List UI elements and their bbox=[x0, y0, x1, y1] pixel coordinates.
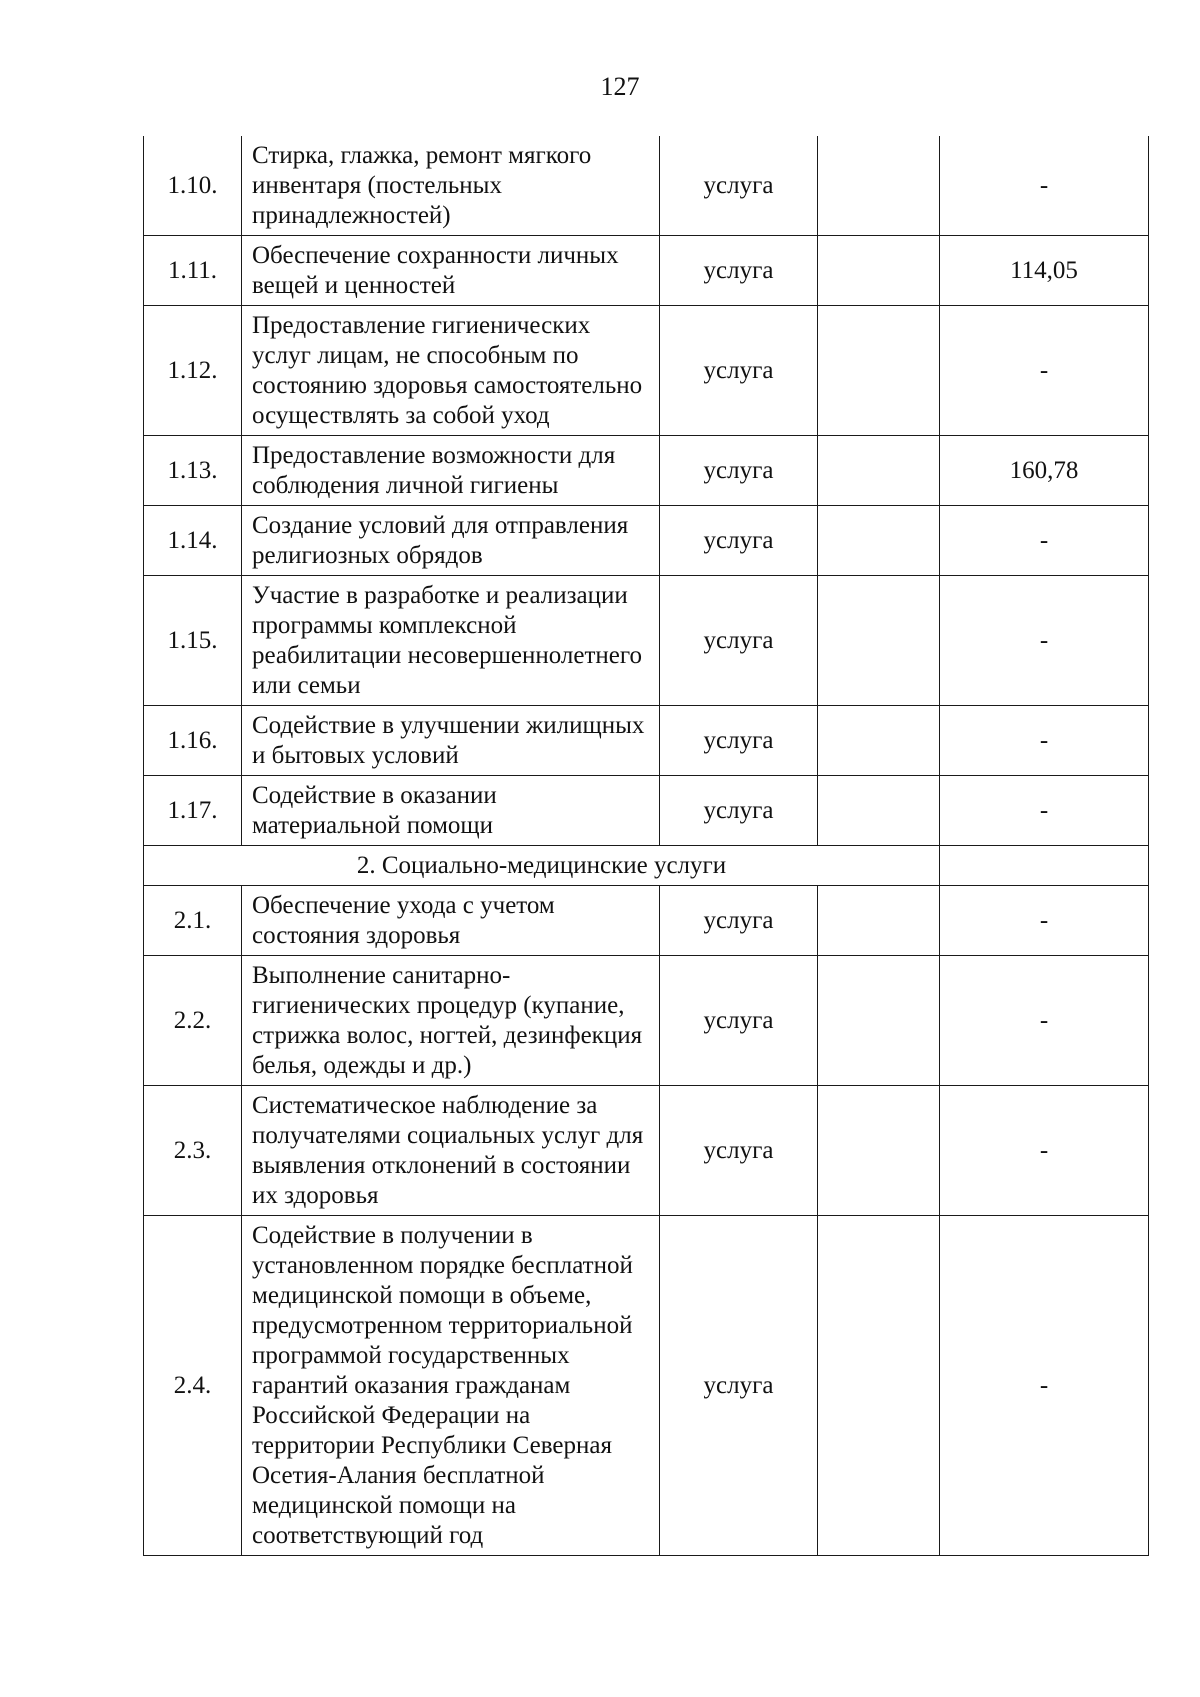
services-table-body bbox=[144, 136, 1149, 1556]
row-number: 1.13. bbox=[144, 436, 242, 506]
service-name: Создание условий для отправления религиозных обрядов bbox=[242, 506, 660, 576]
row-number: 1.12. bbox=[144, 306, 242, 436]
empty-cell bbox=[818, 436, 940, 506]
section-row bbox=[144, 846, 1149, 886]
unit-cell: услуга bbox=[660, 1086, 818, 1216]
row-number: 1.17. bbox=[144, 776, 242, 846]
row-number: 1.15. bbox=[144, 576, 242, 706]
table-row bbox=[144, 706, 1149, 776]
unit-cell: услуга bbox=[660, 776, 818, 846]
unit-cell: услуга bbox=[660, 306, 818, 436]
unit-cell: услуга bbox=[660, 506, 818, 576]
price-cell: - bbox=[940, 1216, 1149, 1556]
row-number: 2.1. bbox=[144, 886, 242, 956]
empty-cell bbox=[818, 776, 940, 846]
empty-cell bbox=[818, 706, 940, 776]
price-cell: - bbox=[940, 136, 1149, 236]
empty-cell bbox=[818, 576, 940, 706]
service-name: Выполнение санитарно-гигиенических процедур (купание, стрижка волос, ногтей, дезинфекция белья, одежды и др.) bbox=[242, 956, 660, 1086]
table-row bbox=[144, 576, 1149, 706]
price-cell: - bbox=[940, 956, 1149, 1086]
unit-cell: услуга bbox=[660, 886, 818, 956]
service-name: Содействие в получении в установленном порядке бесплатной медицинской помощи в объеме, предусмотренном территориальной программой государственных гарантий оказания гражданам Российской Федерации на территории Республики Северная Осетия-Алания бесплатной медицинской помощи на соответствующий год bbox=[242, 1216, 660, 1556]
empty-cell bbox=[940, 846, 1149, 886]
service-name: Обеспечение сохранности личных вещей и ценностей bbox=[242, 236, 660, 306]
table-row bbox=[144, 1216, 1149, 1556]
unit-cell: услуга bbox=[660, 436, 818, 506]
price-cell: 114,05 bbox=[940, 236, 1149, 306]
table-row bbox=[144, 306, 1149, 436]
table-row bbox=[144, 956, 1149, 1086]
row-number: 1.11. bbox=[144, 236, 242, 306]
unit-cell: услуга bbox=[660, 956, 818, 1086]
service-name: Участие в разработке и реализации программы комплексной реабилитации несовершеннолетнего или семьи bbox=[242, 576, 660, 706]
table-row bbox=[144, 506, 1149, 576]
empty-cell bbox=[818, 136, 940, 236]
price-cell: 160,78 bbox=[940, 436, 1149, 506]
section-title: 2. Социально-медицинские услуги bbox=[144, 846, 940, 886]
page-number: 127 bbox=[600, 72, 640, 101]
price-cell: - bbox=[940, 576, 1149, 706]
service-name: Содействие в оказании материальной помощи bbox=[242, 776, 660, 846]
row-number: 1.16. bbox=[144, 706, 242, 776]
unit-cell: услуга bbox=[660, 706, 818, 776]
empty-cell bbox=[818, 506, 940, 576]
empty-cell bbox=[818, 956, 940, 1086]
unit-cell: услуга bbox=[660, 236, 818, 306]
row-number: 2.3. bbox=[144, 1086, 242, 1216]
empty-cell bbox=[818, 1216, 940, 1556]
empty-cell bbox=[818, 886, 940, 956]
price-cell: - bbox=[940, 706, 1149, 776]
table-row bbox=[144, 886, 1149, 956]
service-name: Предоставление гигиенических услуг лицам, не способным по состоянию здоровья самостоятельно осуществлять за собой уход bbox=[242, 306, 660, 436]
row-number: 2.4. bbox=[144, 1216, 242, 1556]
price-cell: - bbox=[940, 776, 1149, 846]
service-name: Стирка, глажка, ремонт мягкого инвентаря (постельных принадлежностей) bbox=[242, 136, 660, 236]
service-name: Предоставление возможности для соблюдения личной гигиены bbox=[242, 436, 660, 506]
row-number: 1.10. bbox=[144, 136, 242, 236]
unit-cell: услуга bbox=[660, 136, 818, 236]
empty-cell bbox=[818, 306, 940, 436]
price-cell: - bbox=[940, 506, 1149, 576]
table-row bbox=[144, 1086, 1149, 1216]
service-name: Содействие в улучшении жилищных и бытовых условий bbox=[242, 706, 660, 776]
table-row bbox=[144, 776, 1149, 846]
row-number: 1.14. bbox=[144, 506, 242, 576]
empty-cell bbox=[818, 1086, 940, 1216]
unit-cell: услуга bbox=[660, 1216, 818, 1556]
service-name: Обеспечение ухода с учетом состояния здоровья bbox=[242, 886, 660, 956]
price-cell: - bbox=[940, 1086, 1149, 1216]
empty-cell bbox=[818, 236, 940, 306]
table-row bbox=[144, 136, 1149, 236]
table-row bbox=[144, 236, 1149, 306]
table-row bbox=[144, 436, 1149, 506]
services-table bbox=[143, 136, 1149, 1556]
price-cell: - bbox=[940, 306, 1149, 436]
unit-cell: услуга bbox=[660, 576, 818, 706]
price-cell: - bbox=[940, 886, 1149, 956]
service-name: Систематическое наблюдение за получателями социальных услуг для выявления отклонений в состоянии их здоровья bbox=[242, 1086, 660, 1216]
row-number: 2.2. bbox=[144, 956, 242, 1086]
